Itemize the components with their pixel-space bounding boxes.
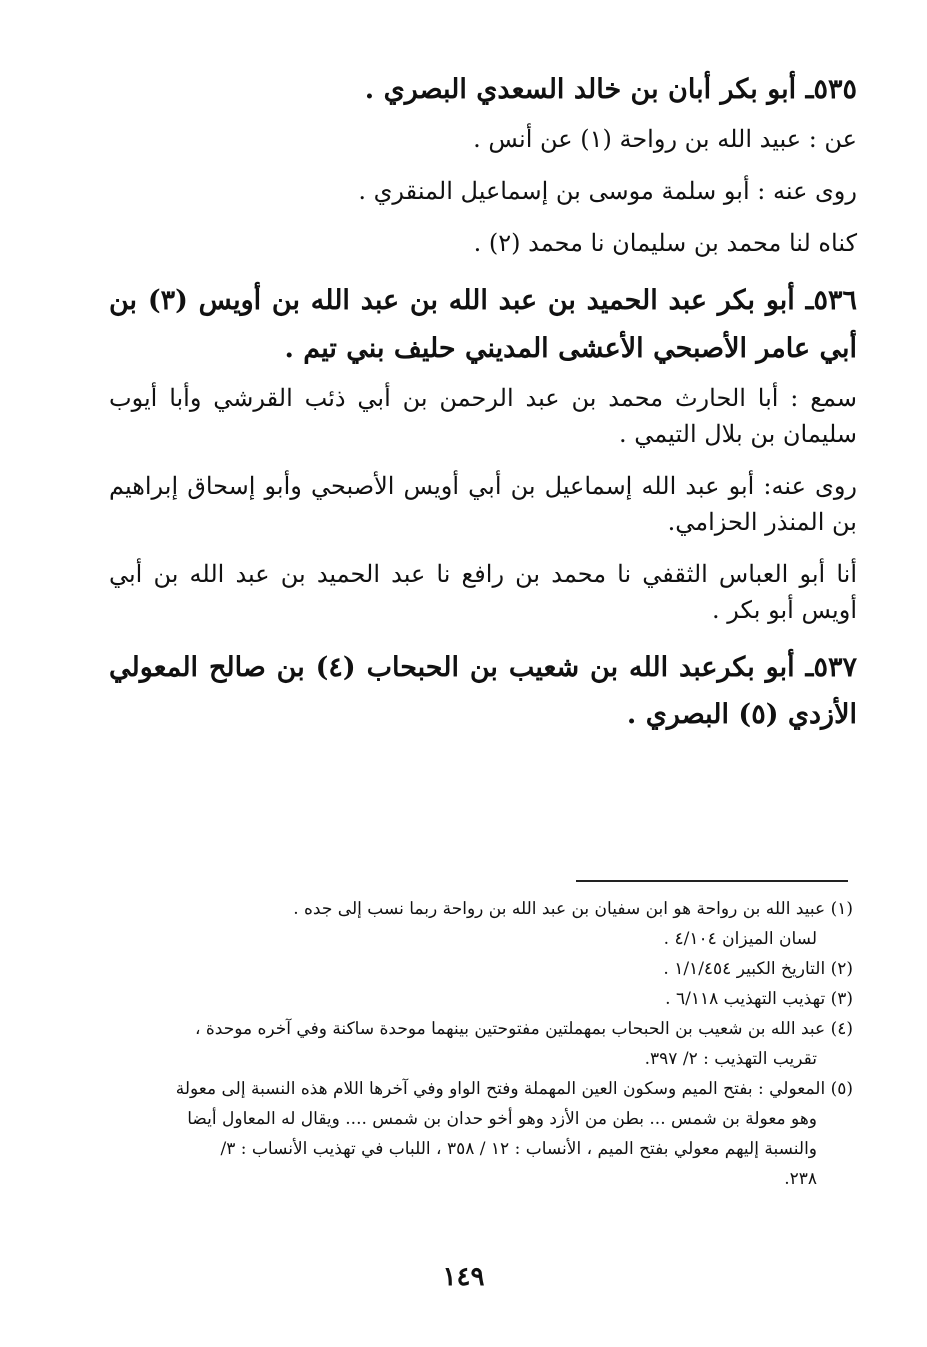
footnote-continuation: تقريب التهذيب : ٢/ ٣٩٧. (644, 1049, 817, 1070)
footnote: (٤) عبد الله بن شعيب بن الحبحاب بمهملتين مفتوحتين بينهما موحدة ساكنة وفي آخره موحدة ، (194, 1019, 853, 1040)
entry-line: كناه لنا محمد بن سليمان نا محمد (٢) . (473, 229, 857, 258)
entry-title: ٥٣٥ـ أبو بكر أبان بن خالد السعدي البصري . (364, 74, 857, 105)
footnote-separator (576, 880, 848, 882)
footnote: (٥) المعولي : بفتح الميم وسكون العين المهملة وفتح الواو وفي آخرها اللام هذه النسبة إلى معولة (175, 1079, 853, 1100)
entry-line: روى عنه: أبو عبد الله إسماعيل بن أبي أويس الأصبحي وأبو إسحاق إبراهيم بن المنذر الحزامي. (109, 471, 857, 536)
entry-537 (109, 644, 857, 739)
footnote-continuation: والنسبة إليهم معولي بفتح الميم ، الأنساب : ١٢ / ٣٥٨ ، اللباب في تهذيب الأنساب : ٣/ (220, 1139, 817, 1160)
entry-title: ٥٣٦ـ أبو بكر عبد الحميد بن عبد الله بن عبد الله بن أويس (٣) بن أبي عامر الأصبحي الأعشى المديني حليف بني تيم . (109, 285, 857, 364)
entry-536 (109, 277, 857, 628)
footnotes (113, 895, 853, 1195)
entry-title: ٥٣٧ـ أبو بكرعبد الله بن شعيب بن الحبحاب (٤) بن صالح المعولي الأزدي (٥) البصري . (109, 651, 857, 730)
footnote: (١) عبيد الله بن رواحة هو ابن سفيان بن عبد الله بن رواحة ربما نسب إلى جده . (293, 899, 853, 919)
entry-line: روى عنه : أبو سلمة موسى بن إسماعيل المنقري . (358, 177, 857, 206)
footnote-continuation: وهو معولة بن شمس ... بطن من الأزد وهو أخو حدان بن شمس .... ويقال له المعاول أيضا (187, 1109, 817, 1130)
main-text (109, 66, 857, 746)
entry-line: سمع : أبا الحارث محمد بن عبد الرحمن بن أبي ذئب القرشي وأبا أيوب سليمان بن بلال التيمي . (109, 383, 857, 448)
entry-line: أنا أبو العباس الثقفي نا محمد بن رافع نا عبد الحميد بن عبد الله بن أبي أويس أبو بكر . (109, 559, 857, 624)
page-number: ١٤٩ (442, 1262, 485, 1292)
footnote-continuation: لسان الميزان ٤/١٠٤ . (663, 929, 817, 950)
entry-535 (109, 66, 857, 261)
footnote: (٣) تهذيب التهذيب ٦/١١٨ . (665, 989, 853, 1010)
footnote-continuation: ٢٣٨. (784, 1169, 817, 1190)
footnote: (٢) التاريخ الكبير ١/١/٤٥٤ . (663, 959, 853, 980)
entry-line: عن : عبيد الله بن رواحة (١) عن أنس . (473, 125, 857, 154)
